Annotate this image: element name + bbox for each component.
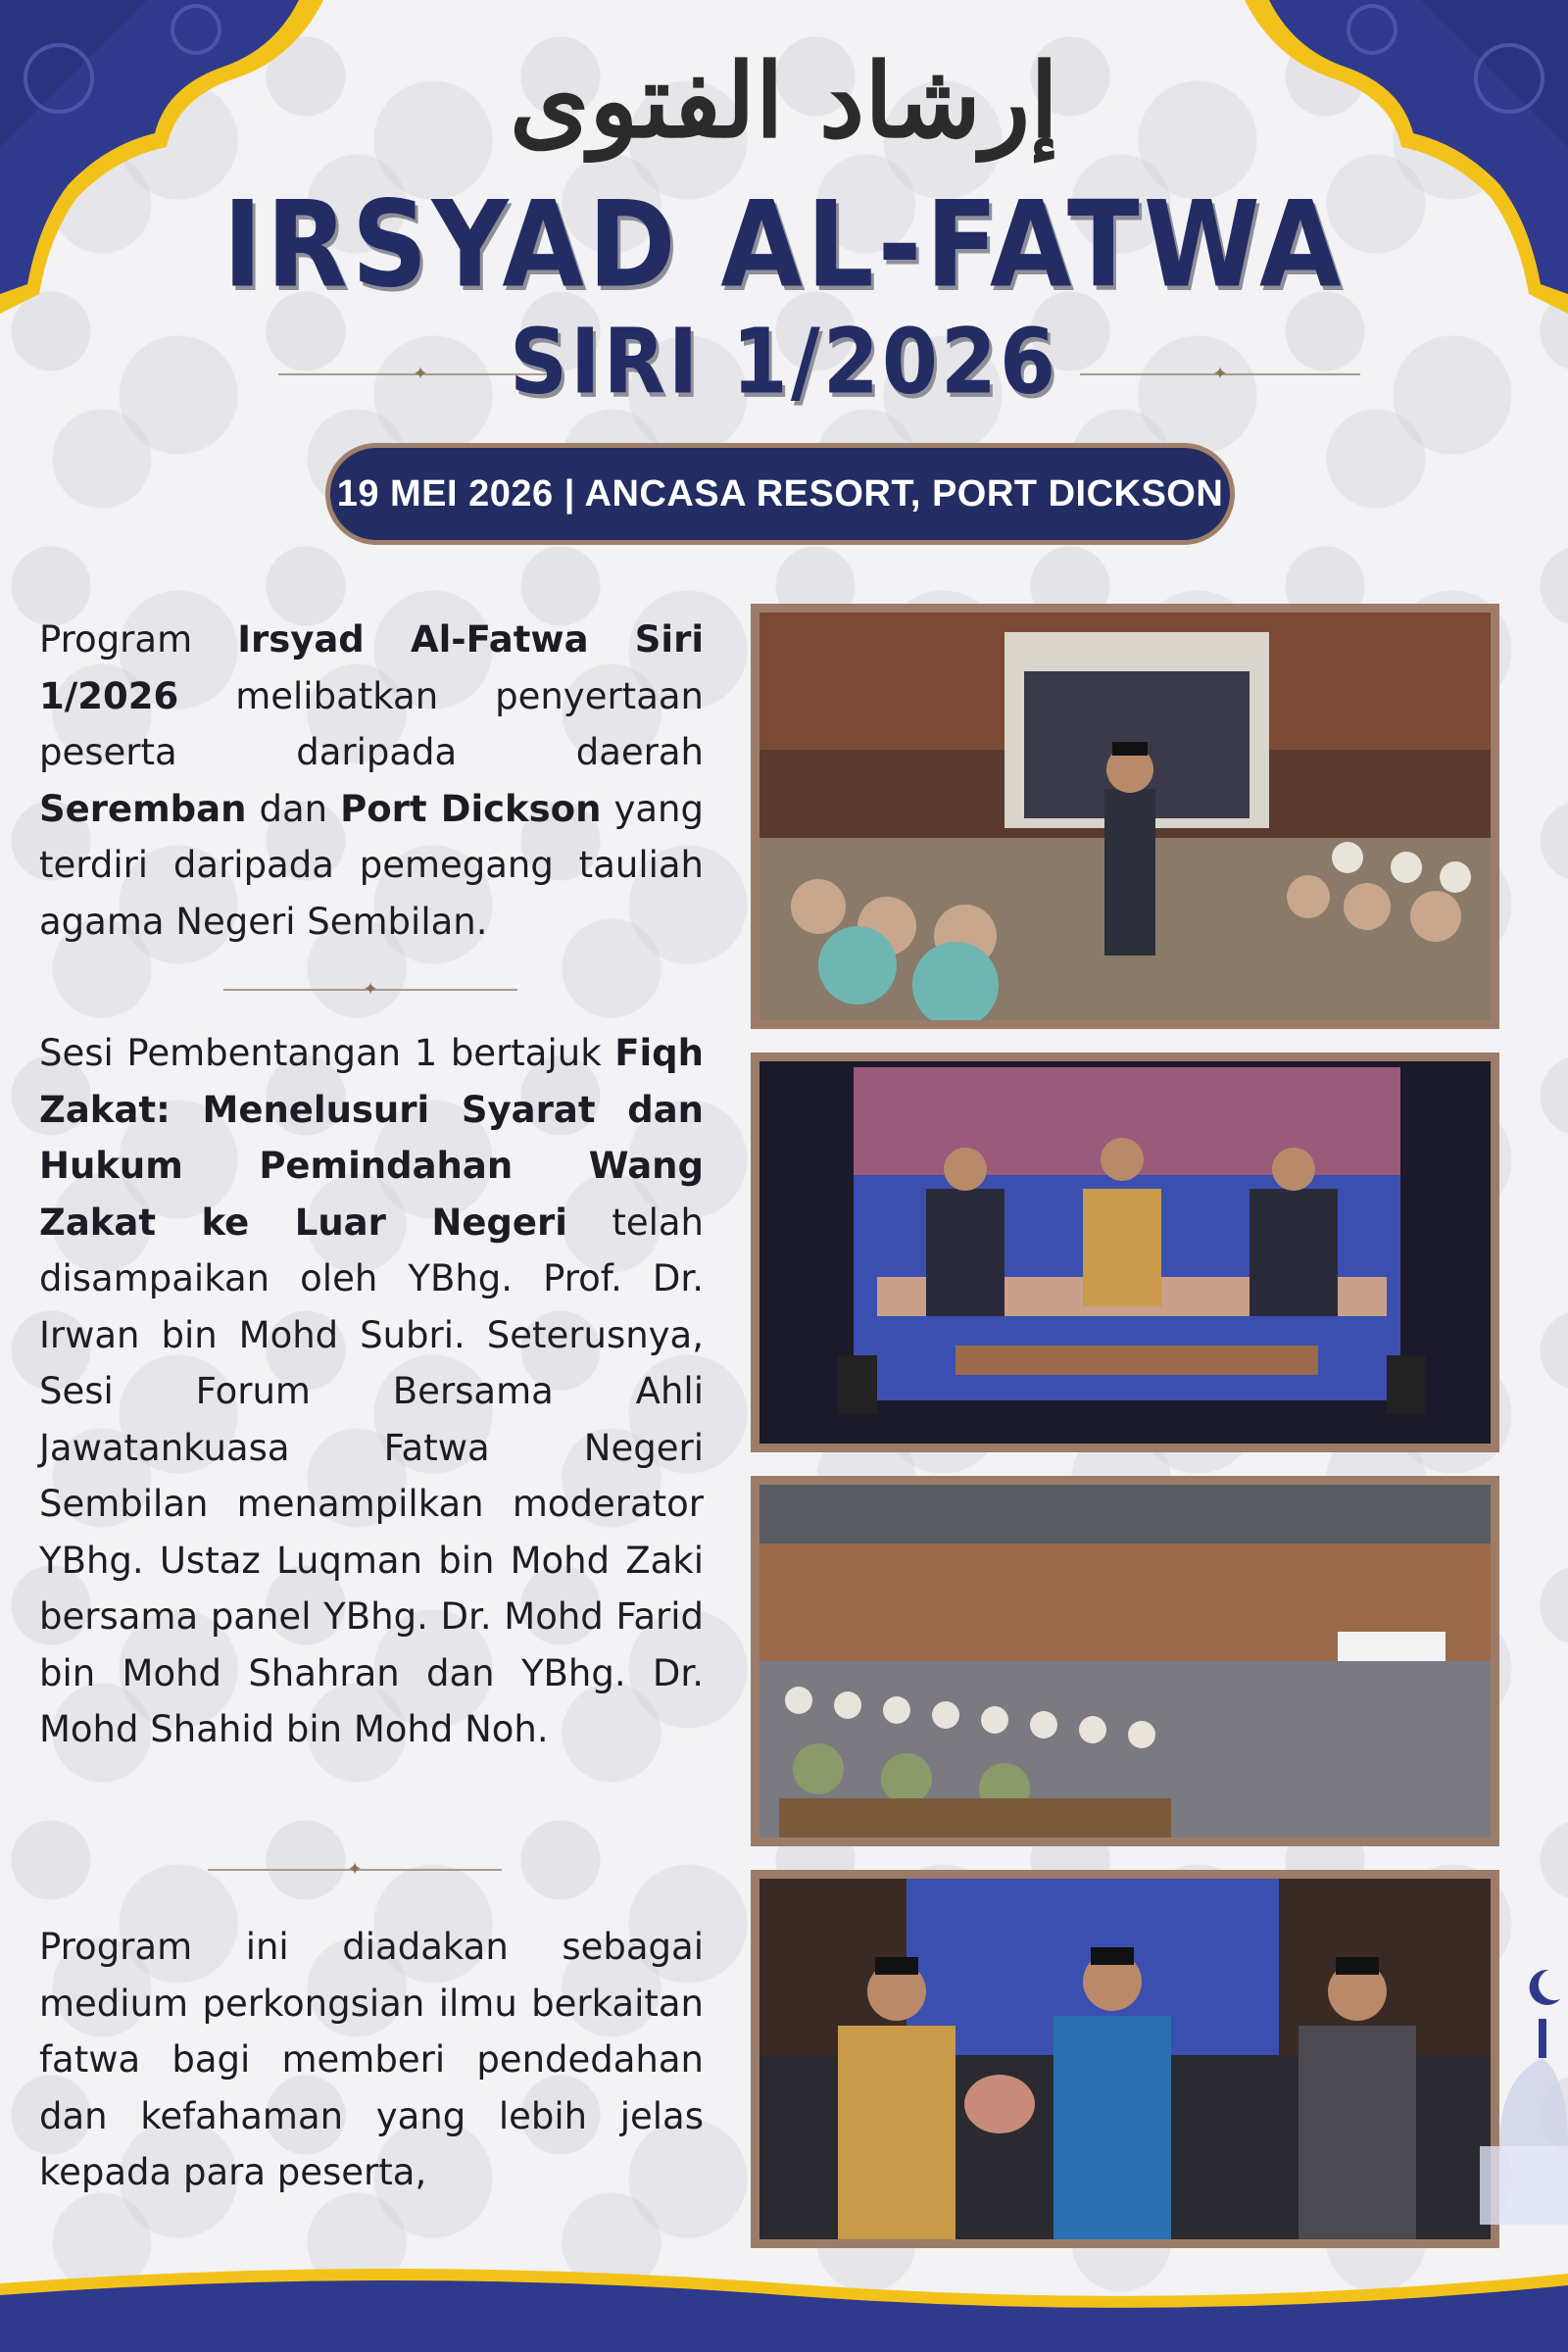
program-name: Irsyad Al-Fatwa Siri 1/2026 bbox=[39, 618, 705, 717]
series-right-divider: ✦ bbox=[1080, 365, 1360, 384]
arabic-title: إرشاد الفتوى bbox=[509, 40, 1059, 161]
intro-text-4: yang terdiri daripada pemegang tauliah agama Negeri Sembilan. bbox=[39, 787, 704, 943]
intro-text-2: melibatkan penyertaan peserta daripada daerah bbox=[39, 674, 704, 773]
section-divider-1: ✦ bbox=[223, 980, 517, 1000]
closing-text: Program ini diadakan sebagai medium perkongsian ilmu berkaitan fatwa bagi memberi pendedahan dan kefahaman yang lebih jelas kepada para peserta, bbox=[39, 1926, 704, 2193]
page-title: IRSYAD AL-FATWA bbox=[222, 176, 1346, 315]
district-seremban: Seremban bbox=[39, 787, 247, 830]
bottom-wave-ornament bbox=[0, 2244, 1568, 2352]
series-left-divider: ✦ bbox=[278, 365, 563, 384]
speaker-photo bbox=[751, 604, 1499, 1029]
session-paragraph bbox=[39, 1025, 704, 1758]
closing-paragraph bbox=[39, 1919, 704, 2201]
district-port-dickson: Port Dickson bbox=[340, 787, 602, 830]
mosque-silhouette-icon bbox=[1480, 1950, 1568, 2225]
souvenir-presentation-photo bbox=[751, 1870, 1499, 2248]
session-topic: Fiqh Zakat: Menelusuri Syarat dan Hukum Pemindahan Wang Zakat ke Luar Negeri bbox=[39, 1032, 704, 1244]
intro-text-1: Program bbox=[39, 618, 238, 661]
intro-paragraph bbox=[39, 612, 704, 950]
section-divider-2: ✦ bbox=[208, 1860, 502, 1880]
audience-hall-photo bbox=[751, 1476, 1499, 1846]
series-title: SIRI 1/2026 bbox=[510, 310, 1058, 415]
session-text-2: telah disampaikan oleh YBhg. Prof. Dr. Irwan bin Mohd Subri. Seterusnya, Sesi Forum Bersama Ahli Jawatankuasa Fatwa Negeri Sembilan menampilkan moderator YBhg. Ustaz Luqman bin Mohd Zaki bersama panel YBhg. Dr. Mohd Farid bin Mohd Shahran dan YBhg. Dr. Mohd Shahid bin Mohd Noh. bbox=[39, 1200, 704, 1750]
date-venue-banner: 19 MEI 2026 | ANCASA RESORT, PORT DICKSON bbox=[325, 443, 1235, 545]
intro-text-3: dan bbox=[246, 787, 341, 830]
session-text-1: Sesi Pembentangan 1 bertajuk bbox=[39, 1032, 615, 1074]
series-row bbox=[0, 310, 1568, 415]
forum-panel-photo bbox=[751, 1053, 1499, 1452]
